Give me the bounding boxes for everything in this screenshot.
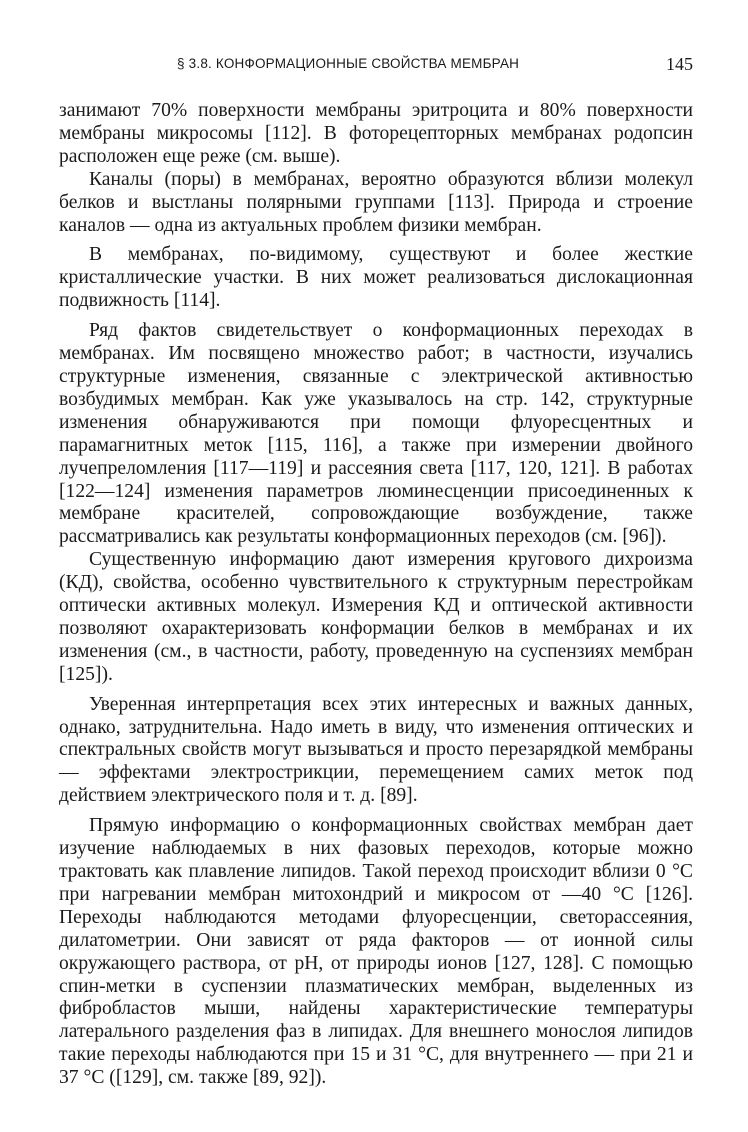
page-number: 145 (666, 54, 693, 74)
paragraph-circular-dichroism: Существенную информацию дают измерения кругового дихроизма (КД), свойства, особенно чувствительного к структурным перестройкам оптически активных молекул. Измерения КД и оптической активности позволяют охарактеризовать конформации белков в мембранах и их изменения (см., в частности, работу, проведенную на суспензиях мембран [125]). (59, 549, 693, 685)
paragraph-phase-transitions: Прямую информацию о конформационных свойствах мембран дает изучение наблюдаемых в них фазовых переходов, которые можно трактовать как плавление липидов. Такой переход происходит вблизи 0 °C при нагревании мембран митохондрий и микросом от —40 °C [126]. Переходы наблюдаются методами флуоресценции, светорассеяния, дилатометрии. Они зависят от ряда факторов — от ионной силы окружающего раствора, от pH, от природы ионов [127, 128]. С помощью спин-метки в суспензии плазматических мембран, выделенных из фибробластов мыши, найдены характеристические температуры латерального разделения фаз в липидах. Для внешнего монослоя липидов такие переходы наблюдаются при 15 и 31 °C, для внутреннего — при 21 и 37 °C ([129], см. также [89, 92]). (59, 815, 693, 1089)
paragraph-conformational-transitions: Ряд фактов свидетельствует о конформационных переходах в мембранах. Им посвящено множество работ; в частности, изучались структурные изменения, связанные с электрической активностью возбудимых мембран. Как уже указывалось на стр. 142, структурные изменения обнаруживаются при помощи флуоресцентных и парамагнитных меток [115, 116], а также при измерении двойного лучепреломления [117—119] и рассеяния света [117, 120, 121]. В работах [122—124] изменения параметров люминесценции присоединенных к мембране красителей, сопровождающие возбуждение, также рассматривались как результаты конформационных переходов (см. [96]). (59, 320, 693, 548)
paragraph-crystalline: В мембранах, по-видимому, существуют и более жесткие кристаллические участки. В них может реализоваться дислокационная подвижность [114]. (59, 244, 693, 312)
book-page (59, 50, 693, 1090)
paragraph-continued: занимают 70% поверхности мембраны эритроцита и 80% поверхности мембраны микросомы [112]. В фоторецепторных мембранах родопсин расположен еще реже (см. выше). (59, 100, 693, 167)
body-text (59, 100, 693, 1090)
running-header (59, 50, 693, 78)
section-title: § 3.8. КОНФОРМАЦИОННЫЕ СВОЙСТВА МЕМБРАН (177, 56, 520, 71)
paragraph-channels: Каналы (поры) в мембранах, вероятно образуются вблизи молекул белков и выстланы полярными группами [113]. Природа и строение каналов — одна из актуальных проблем физики мембран. (59, 168, 693, 236)
paragraph-interpretation: Уверенная интерпретация всех этих интересных и важных данных, однако, затруднительна. Надо иметь в виду, что изменения оптических и спектральных свойств могут вызываться и просто перезарядкой мембраны — эффектами электрострикции, перемещением самих меток под действием электрического поля и т. д. [89]. (59, 693, 693, 807)
